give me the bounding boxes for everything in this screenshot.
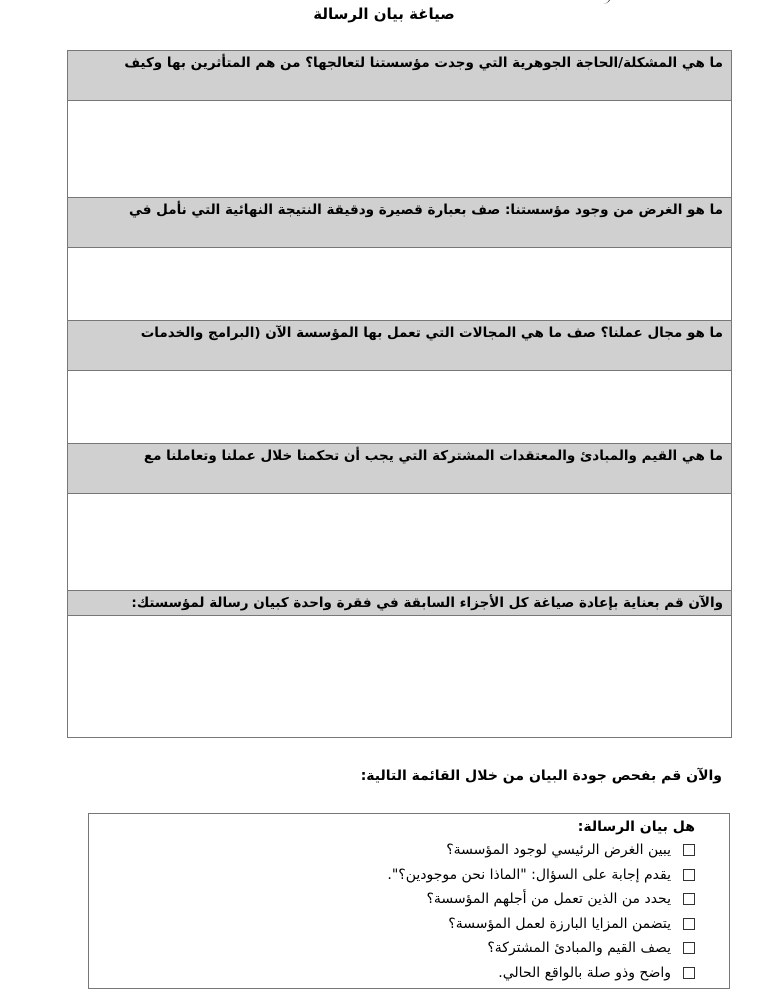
question-3-header — [68, 321, 731, 371]
answer-4-area[interactable] — [68, 494, 731, 591]
checklist-item-label: يتضمن المزايا البارزة لعمل المؤسسة؟ — [448, 915, 671, 932]
mission-form-table — [67, 50, 732, 738]
question-4-header — [68, 444, 731, 494]
checklist-item-label: يقدم إجابة على السؤال: "الماذا نحن موجودين؟". — [387, 866, 671, 883]
checkbox[interactable] — [683, 967, 695, 979]
checklist-item — [89, 936, 695, 961]
answer-2-area[interactable] — [68, 248, 731, 321]
page-title: صياغة بيان الرسالة — [313, 5, 455, 23]
answer-3-area[interactable] — [68, 371, 731, 444]
question-5-header — [68, 591, 731, 616]
checklist-item — [89, 961, 695, 986]
checkbox[interactable] — [683, 918, 695, 930]
question-4-prompt: ما هي القيم والمبادئ والمعتقدات المشتركة التي يجب أن تحكمنا خلال عملنا وتعاملنا مع — [143, 448, 723, 464]
question-2-header — [68, 198, 731, 248]
question-1-header — [68, 51, 731, 101]
checklist-item-label: واضح وذو صلة بالواقع الحالي. — [498, 964, 671, 981]
checklist-item — [89, 863, 695, 888]
checklist-item-label: يصف القيم والمبادئ المشتركة؟ — [487, 940, 671, 956]
checklist-item — [89, 838, 695, 863]
question-5-prompt: والآن قم بعناية بإعادة صياغة كل الأجزاء السابقة في فقرة واحدة كبيان رسالة لمؤسستك: — [131, 595, 723, 611]
checklist-item-label: يحدد من الذين تعمل من أجلهم المؤسسة؟ — [426, 891, 671, 907]
checkbox[interactable] — [683, 869, 695, 881]
checklist-item — [89, 887, 695, 912]
question-2-prompt: ما هو الغرض من وجود مؤسستنا: صف بعبارة قصيرة ودقيقة النتيجة النهائية التي نأمل في — [128, 202, 723, 218]
answer-1-area[interactable] — [68, 101, 731, 198]
question-3-prompt: ما هو مجال عملنا؟ صف ما هي المجالات التي تعمل بها المؤسسة الآن (البرامج والخدمات — [140, 325, 723, 341]
checkbox[interactable] — [683, 844, 695, 856]
checkbox[interactable] — [683, 893, 695, 905]
answer-5-area[interactable] — [68, 616, 731, 737]
checklist-instruction: والآن قم بفحص جودة البيان من خلال القائمة التالية: — [360, 768, 722, 784]
checklist-item — [89, 912, 695, 937]
checklist-title: هل بيان الرسالة: — [577, 819, 695, 835]
checklist-item-label: يبين الغرض الرئيسي لوجود المؤسسة؟ — [446, 842, 671, 858]
question-1-prompt: ما هي المشكلة/الحاجة الجوهرية التي وجدت مؤسستنا لتعالجها؟ من هم المتأثرين بها وكيف — [124, 55, 723, 71]
checkbox[interactable] — [683, 942, 695, 954]
quality-checklist — [88, 813, 730, 989]
